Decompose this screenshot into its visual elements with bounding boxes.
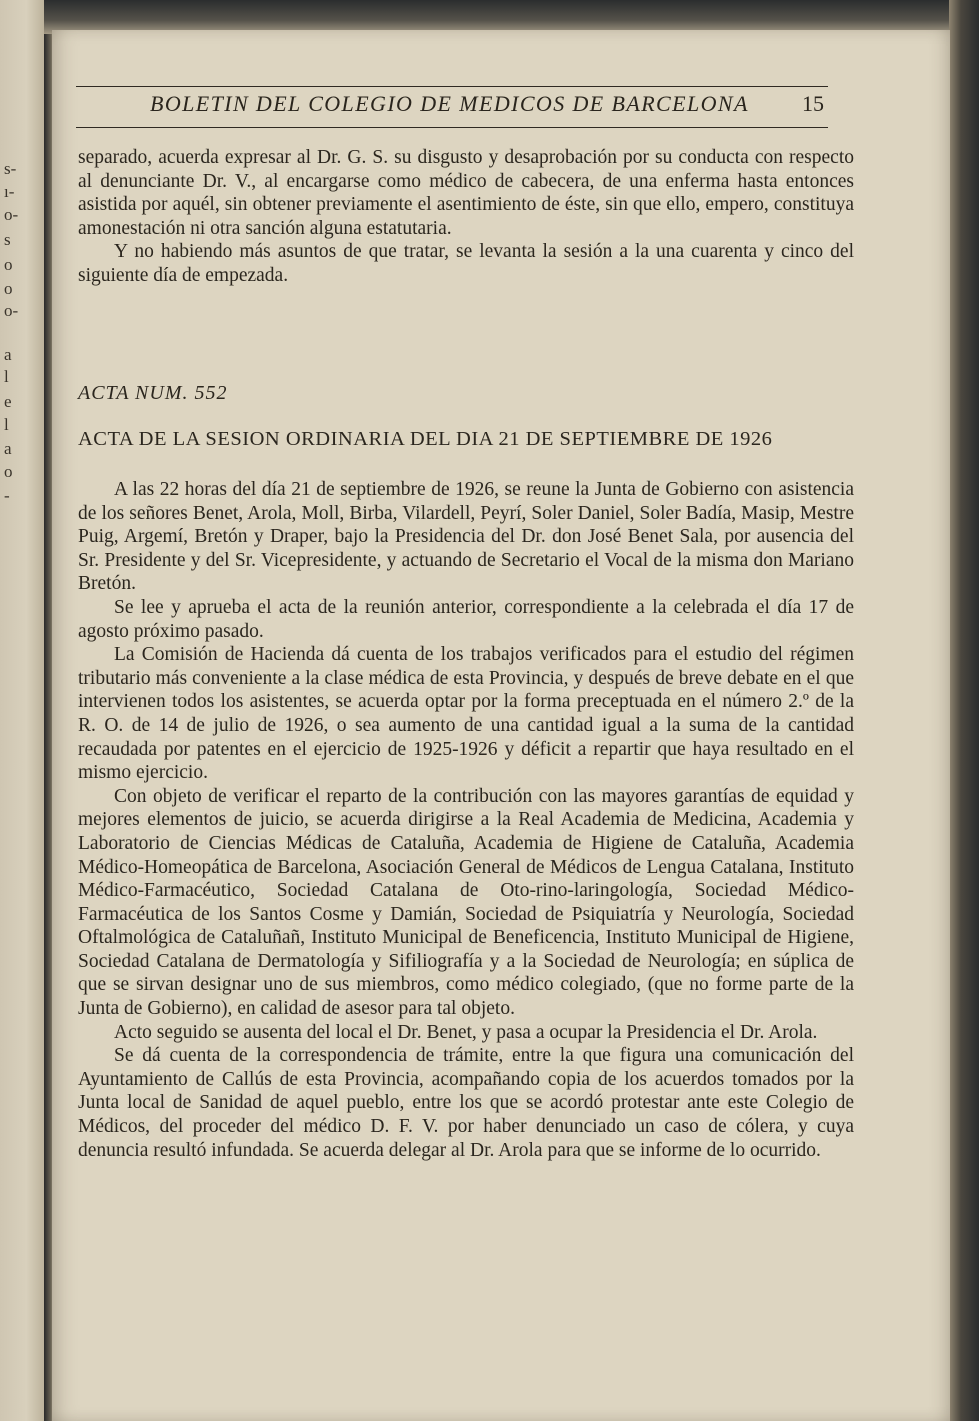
margin-fragment: e xyxy=(4,392,12,411)
margin-fragment: a xyxy=(4,345,12,364)
margin-fragment: o xyxy=(4,462,13,481)
paragraph: Y no habiendo más asuntos de que tratar, se levanta la sesión a la una cuarenta y cinco del siguiente día de empezada. xyxy=(78,241,854,286)
previous-page-edge xyxy=(0,0,44,1421)
paragraph: A las 22 horas del día 21 de septiembre de 1926, se reune la Junta de Gobierno con asistencia de los señores Benet, Arola, Moll, Birba, Vilardell, Peyrí, Soler Daniel, Soler Badía, Masip, Mestre Puig, Argemí, Bretón y Draper, bajo la Presidencia del Dr. don José Benet Sala, por ausencia del Sr. Presidente y del Sr. Vicepresidente, y actuando de Secretario el Vocal de la misma don Mariano Bretón. xyxy=(78,479,854,595)
margin-fragment: l xyxy=(4,415,9,434)
running-header xyxy=(76,86,828,128)
page-number: 15 xyxy=(802,91,824,116)
margin-fragment: - xyxy=(4,486,10,505)
acta-number: ACTA NUM. 552 xyxy=(78,382,228,404)
paragraph: Se dá cuenta de la correspondencia de trámite, entre la que figura una comunicación del Ayuntamiento de Callús de esta Provincia, acompañando copia de los acuerdos tomados por la Junta local de Sanidad de aquel pueblo, entre los que se acordó protestar ante este Colegio de Médicos, del proceder del médico D. F. V. por haber denunciado un caso de cólera, y cuya denuncia resultó infundada. Se acuerda delegar al Dr. Arola para que se informe de lo ocurrido. xyxy=(78,1045,854,1161)
margin-fragment: o xyxy=(4,279,13,298)
acta-title: ACTA DE LA SESION ORDINARIA DEL DIA 21 DE SEPTIEMBRE DE 1926 xyxy=(78,428,773,450)
margin-fragment: a xyxy=(4,439,12,458)
paragraph: separado, acuerda expresar al Dr. G. S. su disgusto y desaprobación por su conducta con respecto al denunciante Dr. V., al encargarse como médico de cabecera, de una enferma hasta entonces asistida por aquél, sin obtener previamente el asentimiento de éste, sin que ello, empero, constituya amonestación ni otra sanción alguna estatutaria. xyxy=(78,147,854,239)
margin-fragment: l xyxy=(4,367,9,386)
scan-top-edge xyxy=(44,0,979,34)
margin-fragment: o xyxy=(4,255,13,274)
margin-fragment: ı- xyxy=(4,182,15,201)
paragraph: Con objeto de verificar el reparto de la contribución con las mayores garantías de equidad y mejores elementos de juicio, se acuerda dirigirse a la Real Academia de Medicina, Academia y Laboratorio de Ciencias Médicas de Cataluña, Academia de Higiene de Cataluña, Academia Médico-Homeopática de Barcelona, Asociación General de Médicos de Lengua Catalana, Instituto Médico-Farmacéutico, Sociedad Catalana de Oto-rino-laringología, Sociedad Médico-Farmacéutica de los Santos Cosme y Damián, Sociedad de Psiquiatría y Neurología, Sociedad Oftalmológica de Cataluñañ, Instituto Municipal de Beneficencia, Instituto Municipal de Higiene, Sociedad Catalana de Dermatología y Sifiliografía y a la Sociedad de Neurología; en súplica de que se sirvan designar uno de sus miembros, como médico colegiado, (que no forme parte de la Junta de Gobierno), en calidad de asesor para tal objeto. xyxy=(78,785,854,1020)
acta-body xyxy=(78,478,854,1162)
margin-fragment: o- xyxy=(4,301,19,320)
margin-fragment: s- xyxy=(4,159,17,178)
paragraph: Acto seguido se ausenta del local el Dr. Benet, y pasa a ocupar la Presidencia el Dr. Arola. xyxy=(114,1021,818,1043)
margin-fragment: o- xyxy=(4,205,19,224)
paragraph: La Comisión de Hacienda dá cuenta de los trabajos verificados para el estudio del régimen tributario más conveniente a la clase médica de esta Provincia, y después de breve debate en el que intervienen todos los asistentes, se acuerda optar por la forma preceptuada en el número 2.º de la R. O. de 14 de julio de 1926, o sea aumento de una cantidad igual a la suma de la cantidad recaudada por patentes en el ejercicio de 1925-1926 y déficit a repartir que haya resultado en el mismo ejercicio. xyxy=(78,644,854,784)
journal-title: BOLETIN DEL COLEGIO DE MEDICOS DE BARCELONA xyxy=(150,91,749,116)
scan-right-edge xyxy=(949,0,979,1421)
paragraph: Se lee y aprueba el acta de la reunión anterior, correspondiente a la celebrada el día 17 de agosto próximo pasado. xyxy=(78,596,854,642)
margin-fragment: s xyxy=(4,230,11,249)
previous-section-text xyxy=(78,146,854,288)
